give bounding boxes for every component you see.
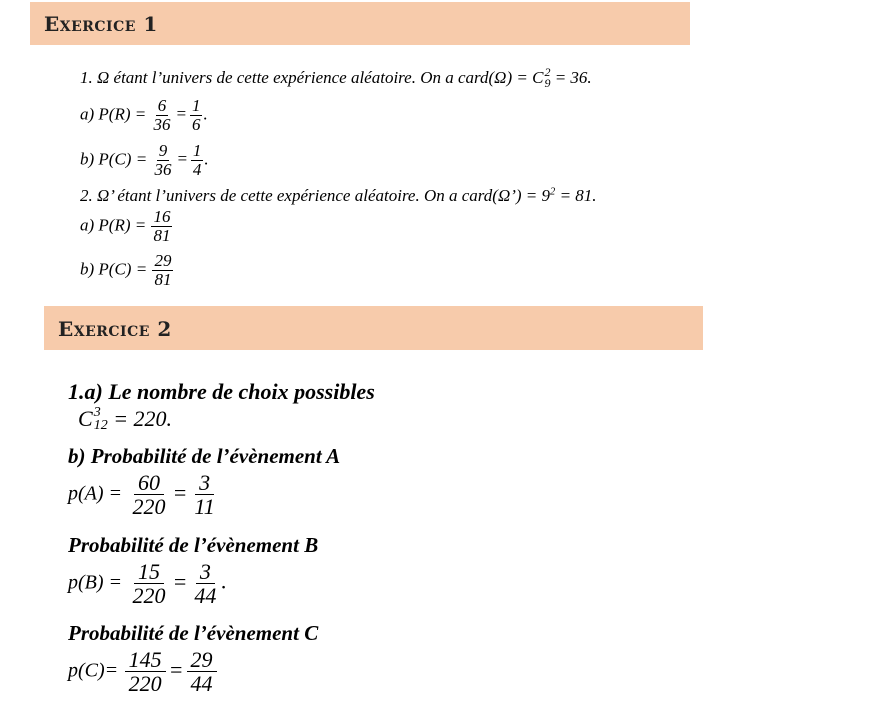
- ex1-q1b-line: [80, 142, 209, 179]
- fraction-numerator: 3: [196, 560, 215, 584]
- fraction-numerator: 3: [195, 471, 214, 495]
- ex1-q2a-label: a) P(R) =: [80, 215, 147, 235]
- ex1-q2-line: [80, 186, 597, 206]
- ex1-q1b-label: b) P(C) =: [80, 149, 148, 169]
- ex2-pC-fraction-1: [125, 648, 166, 695]
- fraction-denominator: 6: [191, 114, 201, 134]
- ex2-pB-fraction-2: [190, 560, 220, 607]
- ex2-heading-B: Probabilité de l’évènement B: [68, 533, 319, 557]
- ex1-q1b-fraction-2: [191, 142, 204, 179]
- ex1-comb-sub: 9: [544, 76, 551, 90]
- ex1-q1a-line: [80, 97, 208, 134]
- equals-sign: =: [168, 656, 184, 682]
- fraction-numerator: 60: [134, 471, 164, 495]
- equals-sign: =: [175, 104, 187, 124]
- fraction-numerator: 16: [153, 207, 171, 226]
- ex1-q1b-fraction-1: [152, 142, 173, 179]
- ex2-pC-label: p(C)=: [68, 659, 119, 682]
- fraction-denominator: 44: [190, 671, 213, 697]
- ex2-pC-line: [68, 648, 218, 695]
- exercise1-title: Exercice 1: [44, 12, 158, 36]
- ex2-pC-fraction-2: [187, 648, 217, 695]
- fraction-denominator: 220: [132, 583, 166, 609]
- ex2-combination-line: [78, 406, 172, 432]
- ex1-q1-intro: 1. Ω étant l’univers de cette expérience aléatoire. On a card(Ω) =: [80, 68, 533, 87]
- ex2-comb-base: C: [78, 406, 93, 431]
- ex1-q1-combination: [532, 67, 550, 89]
- ex2-pB-fraction-1: [129, 560, 170, 607]
- ex2-heading-C: Probabilité de l’évènement C: [68, 621, 319, 645]
- fraction-denominator: 36: [153, 114, 171, 134]
- fraction-denominator: 44: [194, 583, 217, 609]
- equals-sign: =: [172, 568, 188, 594]
- fraction-denominator: 81: [153, 225, 171, 245]
- fraction-denominator: 220: [132, 494, 166, 520]
- fraction-denominator: 220: [128, 671, 162, 697]
- fraction-denominator: 4: [192, 159, 202, 179]
- ex1-q2-result: = 81.: [555, 186, 597, 205]
- exercise2-title: Exercice 2: [58, 317, 172, 341]
- ex1-q2b-label: b) P(C) =: [80, 259, 148, 279]
- ex2-pA-fraction-1: [129, 471, 170, 518]
- fraction-denominator: 36: [154, 159, 172, 179]
- period: .: [204, 149, 209, 169]
- ex2-comb-result: = 220.: [107, 406, 173, 431]
- ex1-q1a-fraction-1: [151, 97, 172, 134]
- ex1-q2-exponent: 2: [550, 186, 556, 198]
- fraction-numerator: 145: [125, 648, 166, 672]
- ex1-q2-intro: 2. Ω’ étant l’univers de cette expérience aléatoire. On a card(Ω’) = 9: [80, 186, 551, 205]
- ex1-q2a-line: [80, 208, 173, 245]
- fraction-numerator: 29: [154, 251, 172, 270]
- ex1-q1-result: = 36.: [550, 68, 592, 87]
- ex1-q1-line: [80, 67, 592, 89]
- ex2-pA-label: p(A) =: [68, 482, 123, 505]
- fraction-numerator: 29: [187, 648, 217, 672]
- fraction-numerator: 1: [191, 96, 201, 115]
- fraction-numerator: 15: [134, 560, 164, 584]
- period: .: [203, 104, 208, 124]
- ex1-q2a-fraction: [151, 208, 172, 245]
- fraction-numerator: 6: [157, 96, 167, 115]
- fraction-numerator: 9: [158, 141, 168, 160]
- ex2-comb-sub: 12: [93, 418, 108, 433]
- ex1-q1a-label: a) P(R) =: [80, 104, 147, 124]
- ex2-pA-line: [68, 471, 220, 518]
- ex1-q1a-fraction-2: [190, 97, 203, 134]
- ex2-qb-heading: b) Probabilité de l’évènement A: [68, 444, 341, 468]
- fraction-numerator: 1: [192, 141, 202, 160]
- ex2-comb-sup: 3: [93, 405, 101, 420]
- ex1-comb-sup: 2: [544, 65, 551, 79]
- ex1-q2b-fraction: [152, 252, 173, 289]
- ex1-q2b-line: [80, 252, 174, 289]
- ex2-pA-fraction-2: [190, 471, 218, 518]
- ex2-pB-line: [68, 560, 227, 607]
- equals-sign: =: [176, 149, 188, 169]
- equals-sign: =: [172, 479, 188, 505]
- ex1-comb-base: C: [532, 68, 544, 87]
- ex2-pB-label: p(B) =: [68, 571, 123, 594]
- ex2-q1a-heading: 1.a) Le nombre de choix possibles: [68, 379, 375, 404]
- fraction-denominator: 11: [194, 494, 215, 520]
- fraction-denominator: 81: [154, 269, 172, 289]
- period: .: [221, 568, 227, 594]
- ex2-combination: [78, 406, 108, 432]
